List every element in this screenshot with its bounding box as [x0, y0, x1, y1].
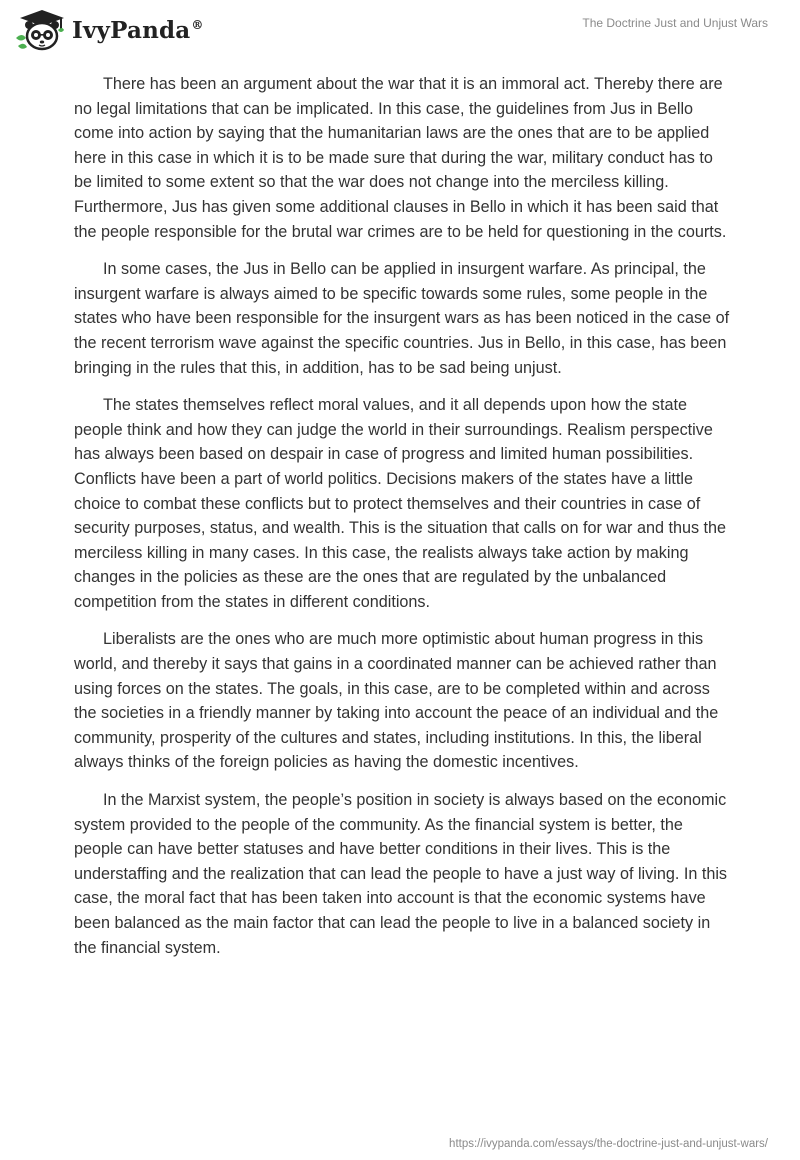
essay-body [74, 72, 734, 973]
source-url[interactable]: https://ivypanda.com/essays/the-doctrine-just-and-unjust-wars/ [449, 1138, 768, 1150]
paragraph: In some cases, the Jus in Bello can be applied in insurgent warfare. As principal, the insurgent warfare is always aimed to be specific towards some rules, some people in the states who have been responsible for the insurgent wars as has been noticed in the case of the recent terrorism wave against the specific countries. Jus in Bello, in this case, has been bringing in the rules that this, in addition, has to be sad being unjust. [74, 260, 730, 377]
panda-graduate-icon [14, 8, 70, 52]
page-header [0, 0, 800, 60]
document-title: The Doctrine Just and Unjust Wars [582, 16, 768, 30]
ivypanda-logo[interactable] [14, 8, 204, 52]
paragraph: There has been an argument about the war that it is an immoral act. Thereby there are no legal limitations that can be implicated. In this case, the guidelines from Jus in Bello come into action by saying that the humanitarian laws are the ones that are to be applied here in this case in which it is to be made sure that during the war, military conduct has to be limited to some extent so that the war does not change into the merciless killing. Furthermore, Jus has given some additional clauses in Bello in which it has been said that the people responsible for the brutal war crimes are to be held for questioning in the courts. [74, 75, 727, 241]
paragraph: In the Marxist system, the people’s position in society is always based on the economic system provided to the people of the community. As the financial system is better, the people can have better statuses and have better conditions in their lives. This is the understaffing and the realization that can lead the people to have a just way of living. In this case, the moral fact that has been taken into account is that the economic systems have been balanced as the main factor that can lead the people to live in a balanced society in the financial system. [74, 791, 728, 957]
paragraph: The states themselves reflect moral values, and it all depends upon how the state people think and how they can judge the world in their surroundings. Realism perspective has always been based on despair in case of progress and limited human possibilities. Conflicts have been a part of world politics. Decisions makers of the states have a little choice to combat these conflicts but to protect themselves and their countries in case of security purposes, status, and wealth. This is the situation that calls on for war and thus the merciless killing in many cases. In this case, the realists always take action by making changes in the policies as these are the ones that are regulated by the unbalanced competition from the states in different conditions. [74, 396, 727, 611]
registered-mark: ® [191, 17, 204, 32]
paragraph: Liberalists are the ones who are much more optimistic about human progress in this world, and thereby it says that gains in a coordinated manner can be achieved rather than using forces on the states. The goals, in this case, are to be completed within and across the societies in a friendly manner by taking into account the peace of an individual and the community, prosperity of the cultures and states, including institutions. In this, the liberal always thinks of the foreign policies as having the domestic incentives. [74, 630, 719, 772]
brand-name: IvyPanda® [72, 16, 204, 44]
